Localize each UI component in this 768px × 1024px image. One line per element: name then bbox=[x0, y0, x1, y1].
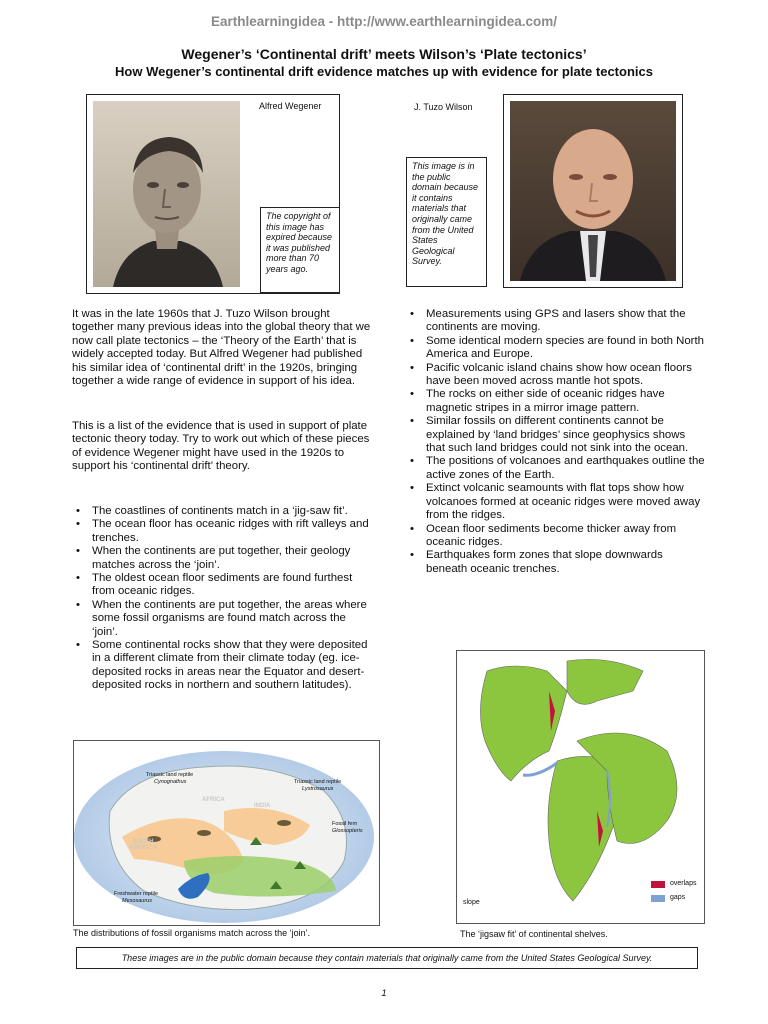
glossopteris-title-label: Fossil fern bbox=[332, 821, 358, 827]
wegener-copyright-note: The copyright of this image has expired because it was published more than 70 years ago. bbox=[260, 207, 340, 293]
wilson-name-label: J. Tuzo Wilson bbox=[414, 102, 473, 112]
jigsaw-fit-map bbox=[456, 650, 705, 924]
list-item: • Similar fossils on different continents cannot be explained by ‘land bridges’ since geophysics shows that such land bridges could not sink into the ocean. bbox=[406, 415, 706, 455]
wilson-public-domain-note: This image is in the public domain because it contains materials that originally came from the United States Geological Survey. bbox=[406, 157, 487, 287]
list-item: • Pacific volcanic island chains show how ocean floors have been moved across mantle hot spots. bbox=[406, 362, 706, 389]
wegener-portrait-icon bbox=[93, 101, 240, 287]
cynognathus-species-label: Cynognathus bbox=[154, 779, 187, 785]
intro-paragraph-2: This is a list of the evidence that is used in support of plate tectonic theory today. Try to work out which of these pieces of evidence Wegener might have used in the 1920s to support his ‘continental drift’ theory. bbox=[72, 420, 370, 473]
list-item: • The rocks on either side of oceanic ridges have magnetic stripes in a mirror image pattern. bbox=[406, 388, 706, 415]
india-label: INDIA bbox=[254, 803, 271, 809]
slope-legend-label: slope bbox=[463, 899, 480, 906]
evidence-list-left bbox=[72, 505, 372, 693]
africa-label: AFRICA bbox=[202, 797, 225, 803]
page-number: 1 bbox=[381, 988, 387, 999]
page-title: Wegener’s ‘Continental drift’ meets Wilson’s ‘Plate tectonics’ bbox=[181, 46, 587, 62]
list-item: • The positions of volcanoes and earthquakes outline the active zones of the Earth. bbox=[406, 455, 706, 482]
lystrosaurus-title-label: Triassic land reptile bbox=[294, 779, 342, 785]
list-item: • When the continents are put together, the areas where some fossil organisms are found match across the ‘join’. bbox=[72, 599, 372, 639]
cynognathus-title-label: Triassic land reptile bbox=[146, 772, 194, 778]
wegener-name-label: Alfred Wegener bbox=[259, 101, 322, 111]
intro-paragraph-1: It was in the late 1960s that J. Tuzo Wilson brought together many previous ideas into the global theory that we now call plate tectonics – the ‘Theory of the Earth’ that is widely accepted today. But Alfred Wegener had published his similar idea of ‘continental drift’ in the 1920s, bringing together a wide range of evidence in support of his idea. bbox=[72, 308, 371, 388]
list-item: • The oldest ocean floor sediments are found furthest from oceanic ridges. bbox=[72, 572, 372, 599]
evidence-list-right bbox=[406, 308, 706, 576]
wilson-photo-frame bbox=[503, 94, 683, 288]
wegener-photo bbox=[93, 101, 240, 287]
lystrosaurus-species-label: Lystrosaurus bbox=[302, 786, 334, 792]
wegener-photo-frame bbox=[86, 94, 340, 294]
overlaps-legend-label: overlaps bbox=[670, 880, 697, 887]
page-subtitle: How Wegener’s continental drift evidence matches up with evidence for plate tectonics bbox=[115, 64, 653, 79]
list-item: • The ocean floor has oceanic ridges with rift valleys and trenches. bbox=[72, 518, 372, 545]
list-item: • Some continental rocks show that they were deposited in a different climate from their climate today (eg. ice-deposited rocks in areas near the Equator and desert-deposited rocks in northern and southern latitudes). bbox=[72, 639, 372, 693]
site-header: Earthlearningidea - http://www.earthlearningidea.com/ bbox=[210, 14, 558, 29]
gaps-legend-label: gaps bbox=[670, 894, 686, 901]
list-item: • The coastlines of continents match in a ‘jig-saw fit’. bbox=[72, 505, 372, 518]
jigsaw-map-caption: The ‘jigsaw fit’ of continental shelves. bbox=[460, 929, 608, 939]
list-item: • Measurements using GPS and lasers show that the continents are moving. bbox=[406, 308, 706, 335]
fossil-map-caption: The distributions of fossil organisms match across the ‘join’. bbox=[73, 928, 311, 938]
fossil-distribution-map bbox=[73, 740, 380, 926]
list-item: • Extinct volcanic seamounts with flat tops show how volcanoes formed at oceanic ridges were moved away from the ridges. bbox=[406, 482, 706, 522]
list-item: • Earthquakes form zones that slope downwards beneath oceanic trenches. bbox=[406, 549, 706, 576]
glossopteris-species-label: Glossopteris bbox=[332, 828, 363, 834]
list-item: • Some identical modern species are found in both North America and Europe. bbox=[406, 335, 706, 362]
list-item: • When the continents are put together, their geology matches across the ‘join’. bbox=[72, 545, 372, 572]
south-america-label: SOUTH AMERICA bbox=[129, 839, 157, 851]
list-item: • Ocean floor sediments become thicker away from oceanic ridges. bbox=[406, 523, 706, 550]
wilson-portrait-icon bbox=[510, 101, 676, 281]
public-domain-footer: These images are in the public domain because they contain materials that originally came from the United States Geological Survey. bbox=[76, 947, 698, 969]
mesosaurus-title-label: Freshwater reptile bbox=[114, 891, 159, 897]
wilson-photo bbox=[510, 101, 676, 281]
jigsaw-map-illustration bbox=[457, 651, 704, 923]
mesosaurus-species-label: Mesosaurus bbox=[122, 898, 152, 904]
